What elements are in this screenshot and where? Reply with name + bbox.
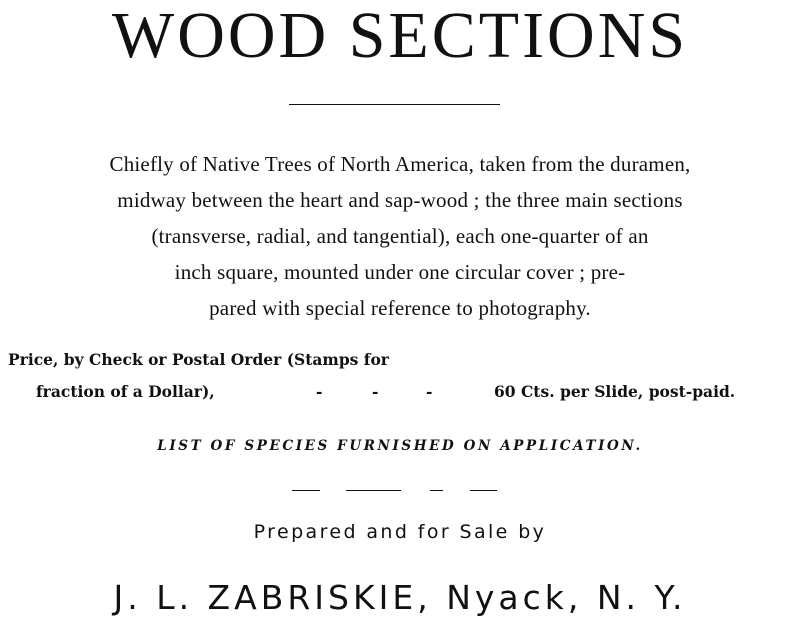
description-line: midway between the heart and sap-wood ; the three main sections xyxy=(117,188,683,212)
maker-name: J. L. ZABRISKIE, Nyack, N. Y. xyxy=(113,578,687,617)
leader-dash: - xyxy=(426,382,433,401)
description-line: inch square, mounted under one circular cover ; pre- xyxy=(174,260,626,284)
page-title: WOOD SECTIONS xyxy=(111,0,689,72)
ornament-divider-segment xyxy=(292,490,320,491)
price-amount-line xyxy=(0,377,800,407)
price-fraction-label: fraction of a Dollar), xyxy=(36,382,215,401)
ornament-divider-segment xyxy=(430,490,443,491)
description-line: (transverse, radial, and tangential), each one-quarter of an xyxy=(151,224,649,248)
price-amount: 60 Cts. per Slide, post-paid. xyxy=(494,382,736,401)
ornament-divider-segment xyxy=(470,490,497,491)
description-line: Chiefly of Native Trees of North America, taken from the duramen, xyxy=(109,152,691,176)
price-terms-line: Price, by Check or Postal Order (Stamps for xyxy=(8,350,389,369)
species-list-note: LIST OF SPECIES FURNISHED ON APPLICATION. xyxy=(157,438,643,454)
leader-dash: - xyxy=(316,382,323,401)
description-paragraph xyxy=(0,146,800,326)
description-line: pared with special reference to photography. xyxy=(209,296,591,320)
title-rule-divider xyxy=(289,104,500,105)
leader-dash: - xyxy=(372,382,379,401)
prepared-by-line: Prepared and for Sale by xyxy=(253,521,547,543)
ornament-divider-segment xyxy=(346,490,401,491)
